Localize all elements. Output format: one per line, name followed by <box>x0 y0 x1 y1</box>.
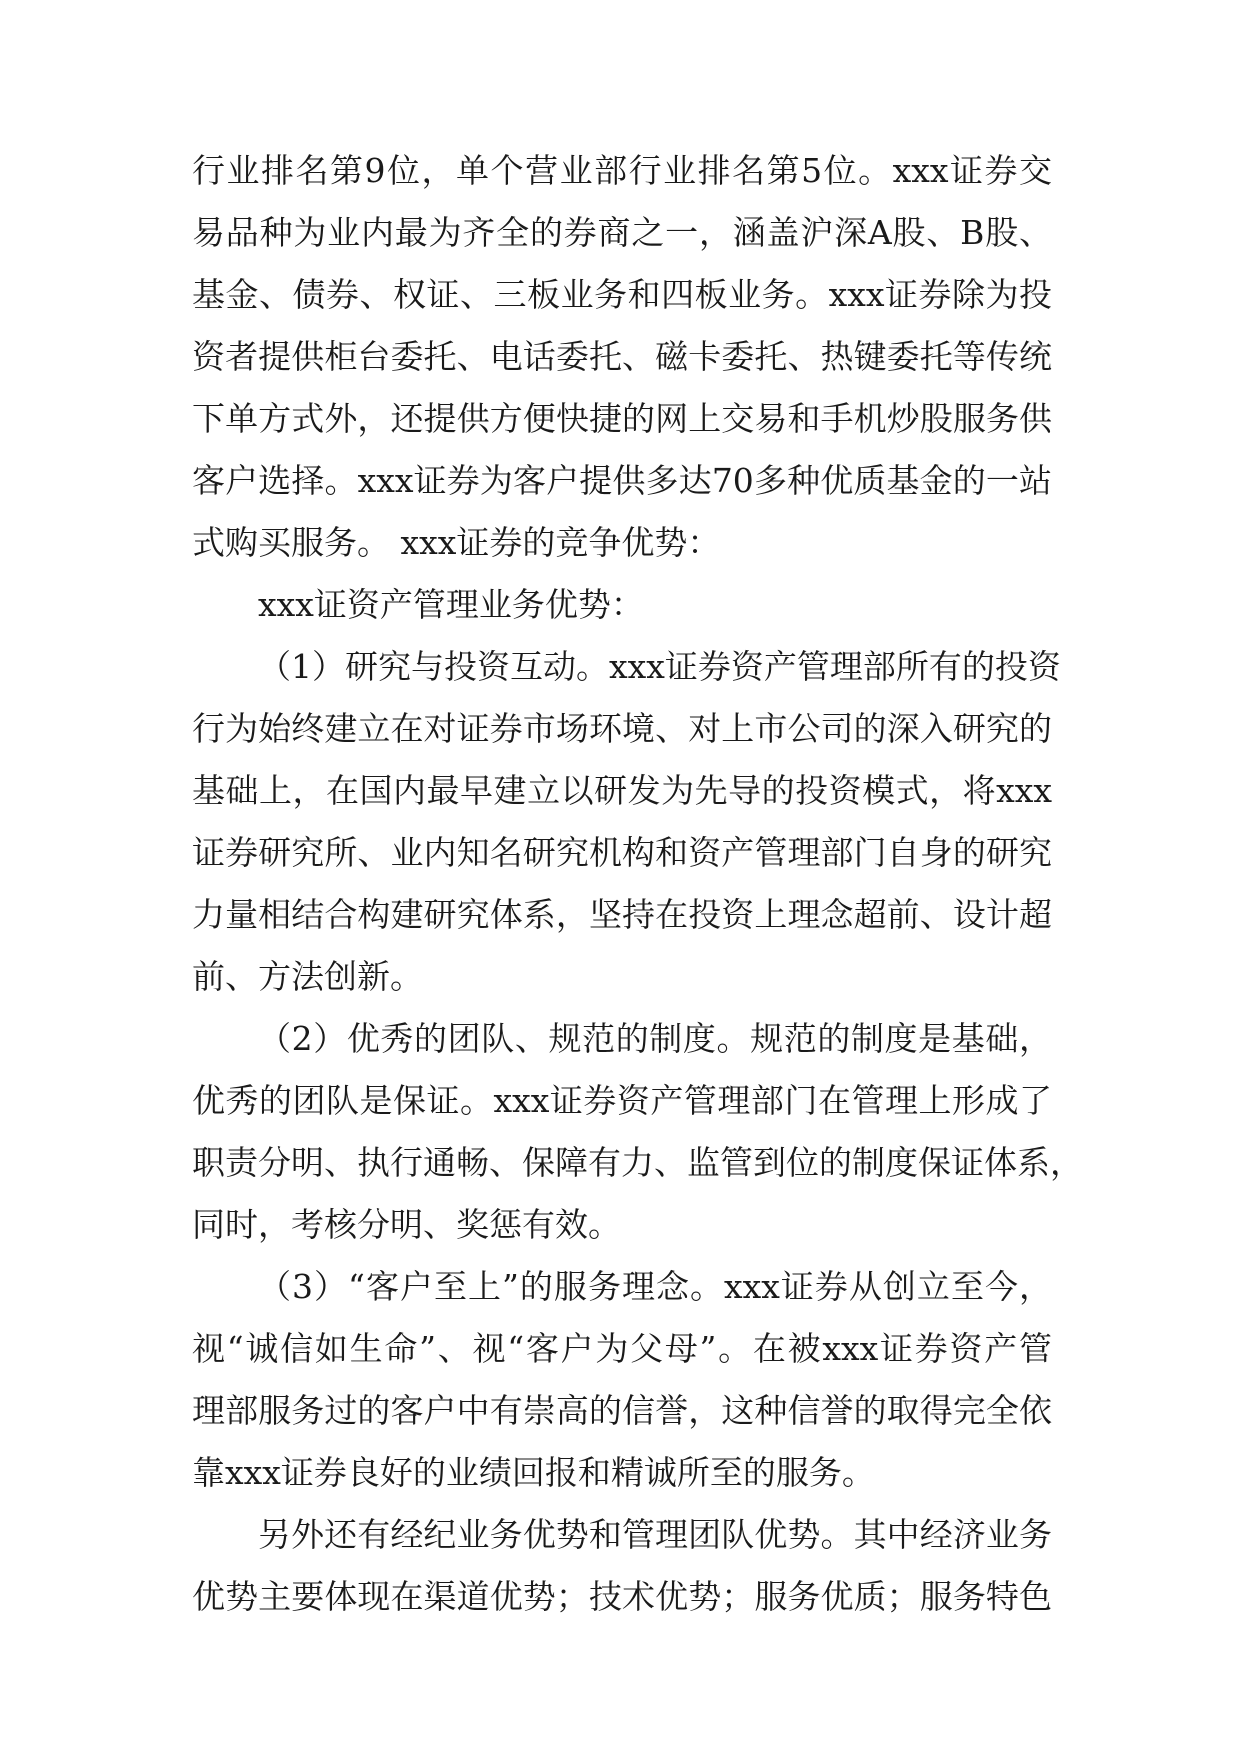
section-heading: xxx证资产管理业务优势： <box>258 585 644 624</box>
text-line: 资者提供柜台委托、电话委托、磁卡委托、热键委托等传统 <box>192 337 1052 376</box>
text-line: 靠xxx证券良好的业绩回报和精诚所至的服务。 <box>192 1453 875 1492</box>
text-line: 易品种为业内最为齐全的券商之一，涵盖沪深A股、B股、 <box>192 213 1052 252</box>
text-line: 行业排名第9位，单个营业部行业排名第5位。xxx证券交 <box>192 151 1052 190</box>
text-line: 式购买服务。 xxx证券的竞争优势： <box>192 523 721 562</box>
text-line: 同时，考核分明、奖惩有效。 <box>192 1205 621 1244</box>
text-line: 理部服务过的客户中有崇高的信誉，这种信誉的取得完全依 <box>192 1391 1052 1430</box>
text-line: 基础上，在国内最早建立以研发为先导的投资模式，将xxx <box>192 771 1052 810</box>
text-line: （3）“客户至上”的服务理念。xxx证券从创立至今， <box>258 1267 1052 1306</box>
text-line: 另外还有经纪业务优势和管理团队优势。其中经济业务 <box>258 1515 1052 1554</box>
text-line: 优秀的团队是保证。xxx证券资产管理部门在管理上形成了 <box>192 1081 1052 1120</box>
text-line: 视“诚信如生命”、视“客户为父母”。在被xxx证券资产管 <box>192 1329 1052 1368</box>
text-line: 职责分明、执行通畅、保障有力、监管到位的制度保证体系， <box>192 1143 1083 1182</box>
text-line: 下单方式外，还提供方便快捷的网上交易和手机炒股服务供 <box>192 399 1052 438</box>
text-line: （2）优秀的团队、规范的制度。规范的制度是基础， <box>258 1019 1052 1058</box>
text-line: 优势主要体现在渠道优势；技术优势；服务优质；服务特色 <box>192 1577 1052 1616</box>
text-line: （1）研究与投资互动。xxx证券资产管理部所有的投资 <box>258 647 1061 686</box>
text-line: 前、方法创新。 <box>192 957 423 996</box>
text-line: 力量相结合构建研究体系，坚持在投资上理念超前、设计超 <box>192 895 1052 934</box>
text-line: 行为始终建立在对证券市场环境、对上市公司的深入研究的 <box>192 709 1052 748</box>
text-line: 证券研究所、业内知名研究机构和资产管理部门自身的研究 <box>192 833 1052 872</box>
text-line: 客户选择。xxx证券为客户提供多达70多种优质基金的一站 <box>192 461 1052 500</box>
text-line: 基金、债券、权证、三板业务和四板业务。xxx证券除为投 <box>192 275 1052 314</box>
